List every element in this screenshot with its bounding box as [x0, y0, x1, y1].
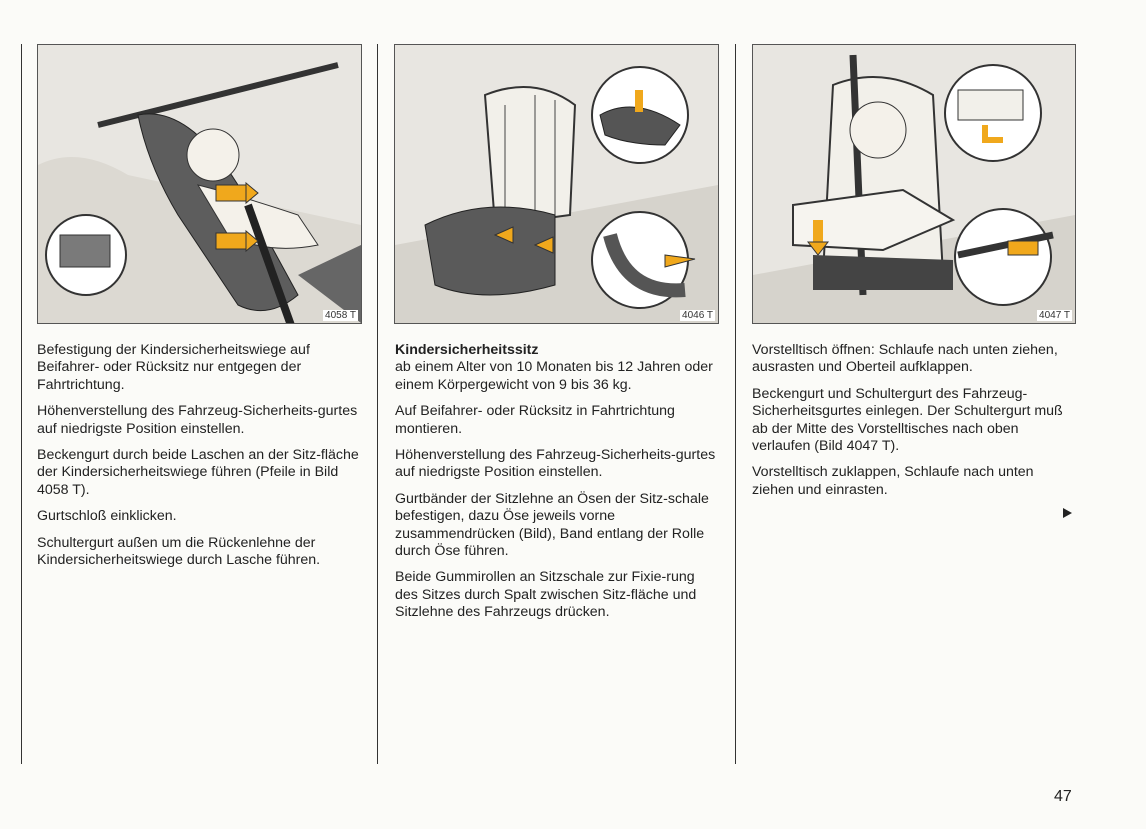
paragraph: ab einem Alter von 10 Monaten bis 12 Jahren oder einem Körpergewicht von 9 bis 36 kg.: [395, 359, 713, 393]
figure-label: 4047 T: [1039, 310, 1070, 321]
paragraph: Beckengurt durch beide Laschen an der Sitz-fläche der Kindersicherheitswiege führen (Pfeile in Bild 4058 T).: [37, 447, 359, 498]
column-divider-1: [377, 44, 378, 764]
child-seat-illustration: [395, 45, 718, 323]
paragraph: Schultergurt außen um die Rückenlehne der Kindersicherheitswiege durch Lasche führen.: [37, 534, 321, 569]
seat-with-table-illustration: [753, 45, 1075, 323]
paragraph: Gurtbänder der Sitzlehne an Ösen der Sitz-schale befestigen, dazu Öse jeweils vorne zusammendrücken (Bild), Band entlang der Rolle durch Öse führen.: [395, 490, 709, 560]
figure-baby-carrier: [37, 44, 362, 324]
section-block: [395, 342, 720, 394]
text-column-1: [37, 342, 363, 578]
section-heading: Kindersicherheitssitz: [395, 342, 539, 358]
paragraph: Höhenverstellung des Fahrzeug-Sicherheits-gurtes auf niedrigste Position einstellen.: [37, 403, 358, 437]
paragraph: Auf Beifahrer- oder Rücksitz in Fahrtrichtung montieren.: [395, 403, 675, 437]
paragraph: Befestigung der Kindersicherheitswiege auf Beifahrer- oder Rücksitz nur entgegen der Fahrtrichtung.: [37, 342, 310, 393]
paragraph: Vorstelltisch öffnen: Schlaufe nach unten ziehen, ausrasten und Oberteil aufklappen.: [752, 342, 1058, 376]
paragraph: Höhenverstellung des Fahrzeug-Sicherheits-gurtes auf niedrigste Position einstellen.: [395, 447, 716, 481]
paragraph: Gurtschloß einklicken.: [37, 508, 177, 525]
baby-carrier-illustration: [38, 45, 361, 323]
figure-label: 4046 T: [682, 310, 713, 321]
page-number: 47: [1054, 788, 1072, 805]
paragraph: Beckengurt und Schultergurt des Fahrzeug-Sicherheitsgurtes einlegen. Der Schultergurt muß ab der Mitte des Vorstelltisches nach oben verlaufen (Bild 4047 T).: [752, 385, 1063, 455]
figure-child-seat: [394, 44, 719, 324]
text-column-2: [395, 342, 720, 631]
paragraph: Vorstelltisch zuklappen, Schlaufe nach unten ziehen und einrasten.: [752, 464, 1034, 498]
text-column-3: [752, 342, 1072, 508]
column-divider-2: [735, 44, 736, 764]
figure-child-seat-table: [752, 44, 1076, 324]
left-margin-line: [21, 44, 22, 764]
paragraph: Beide Gummirollen an Sitzschale zur Fixie-rung des Sitzes durch Spalt zwischen Sitz-fläche und Sitzlehne des Fahrzeugs drücken.: [395, 569, 697, 621]
figure-label: 4058 T: [325, 310, 356, 321]
continue-arrow-icon: [1063, 508, 1072, 518]
